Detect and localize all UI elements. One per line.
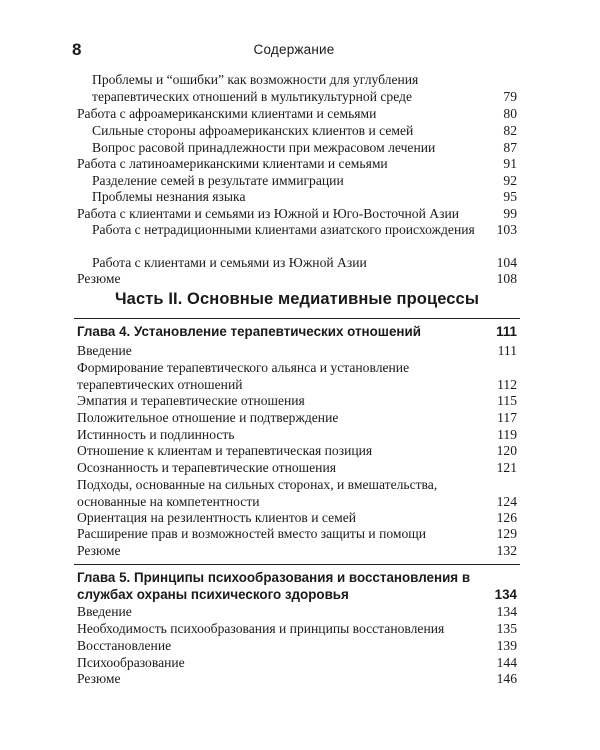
toc-entry-page: 103 bbox=[496, 222, 517, 237]
toc-entry-title: Работа с латиноамериканскими клиентами и семьями bbox=[77, 156, 388, 171]
toc-entry-title: Истинность и подлинность bbox=[77, 427, 235, 442]
toc-entry-title: Расширение прав и возможностей вместо защиты и помощи bbox=[77, 526, 427, 541]
toc-entry-title: Введение bbox=[77, 343, 132, 358]
toc-entry-title: Психообразование bbox=[77, 655, 185, 670]
toc-entry-page: 139 bbox=[496, 638, 517, 653]
toc-entry-title: Разделение семей в результате иммиграции bbox=[92, 173, 344, 188]
toc-entry-title: Формирование терапевтического альянса и установление терапевтических отношений bbox=[77, 360, 410, 392]
toc-entry-page: 111 bbox=[497, 343, 517, 358]
toc-entry-page: 82 bbox=[503, 123, 517, 138]
toc-entry-title: Резюме bbox=[77, 271, 121, 286]
toc-entry-title: Положительное отношение и подтверждение bbox=[77, 410, 339, 425]
chapter-heading[interactable] bbox=[77, 570, 517, 603]
toc-entry[interactable] bbox=[77, 410, 517, 427]
toc-entry-title: Проблемы и “ошибки” как возможности для углубления терапевтических отношений в мультикультурной среде bbox=[92, 72, 419, 104]
toc-entry-title: Необходимость психообразования и принципы восстановления bbox=[77, 621, 445, 636]
toc-entry[interactable] bbox=[77, 427, 517, 444]
toc-entry-title: Ориентация на резилентность клиентов и семей bbox=[77, 510, 357, 525]
toc-entry-page: 132 bbox=[496, 543, 517, 558]
toc-entry[interactable] bbox=[77, 443, 517, 460]
toc-entry-page: 91 bbox=[503, 156, 517, 171]
toc-entry[interactable] bbox=[77, 206, 517, 223]
toc-entry-title: Введение bbox=[77, 604, 132, 619]
toc-entry-page: 120 bbox=[496, 443, 517, 458]
toc-entry[interactable] bbox=[77, 140, 517, 157]
toc-entry[interactable] bbox=[77, 123, 517, 140]
toc-entry-page: 108 bbox=[496, 271, 517, 286]
toc-entry-title: Сильные стороны афроамериканских клиентов и семей bbox=[92, 123, 414, 138]
toc-entry-page: 87 bbox=[503, 140, 517, 155]
toc-entry-page: 146 bbox=[496, 671, 517, 686]
toc-entry-page: 104 bbox=[496, 255, 517, 270]
toc-entry-page: 112 bbox=[497, 376, 517, 392]
toc-entry-page: 119 bbox=[497, 427, 517, 442]
toc-entry[interactable] bbox=[77, 510, 517, 527]
toc-entry[interactable] bbox=[77, 655, 517, 672]
toc-entry[interactable] bbox=[77, 72, 517, 105]
toc-entry-title: Работа с клиентами и семьями из Южной и Юго-Восточной Азии bbox=[77, 206, 460, 221]
toc-entry[interactable] bbox=[77, 271, 517, 288]
toc-entry-title: Эмпатия и терапевтические отношения bbox=[77, 393, 305, 408]
toc-entry-page: 99 bbox=[503, 206, 517, 221]
toc-entry[interactable] bbox=[77, 255, 517, 272]
toc-entry[interactable] bbox=[77, 526, 517, 543]
toc-entry[interactable] bbox=[77, 543, 517, 560]
toc-entry-page: 144 bbox=[496, 655, 517, 670]
toc-entry-page: 92 bbox=[503, 173, 517, 188]
toc-entry-title: Работа с клиентами и семьями из Южной Азии bbox=[92, 255, 367, 270]
toc-entry-page: 135 bbox=[496, 621, 517, 636]
toc-entry[interactable] bbox=[77, 393, 517, 410]
chapter-divider bbox=[74, 318, 520, 319]
chapter-page: 111 bbox=[496, 324, 517, 339]
chapter-divider bbox=[74, 564, 520, 565]
toc-entry[interactable] bbox=[77, 189, 517, 206]
toc-entry-page: 124 bbox=[496, 493, 517, 509]
toc-entry[interactable] bbox=[77, 173, 517, 190]
toc-entry-title: Осознанность и терапевтические отношения bbox=[77, 460, 336, 475]
toc-entry[interactable] bbox=[77, 477, 517, 510]
toc-entry-title: Отношение к клиентам и терапевтическая позиция bbox=[77, 443, 373, 458]
toc-entry-page: 134 bbox=[496, 604, 517, 619]
toc-entry[interactable] bbox=[77, 156, 517, 173]
toc-entry[interactable] bbox=[77, 604, 517, 621]
toc-entry-page: 121 bbox=[496, 460, 517, 475]
toc-entry-page: 80 bbox=[503, 106, 517, 121]
toc-entry-page: 95 bbox=[503, 189, 517, 204]
toc-entry-page: 129 bbox=[496, 526, 517, 541]
running-title: Содержание bbox=[253, 42, 335, 57]
toc-entry[interactable] bbox=[77, 621, 517, 638]
toc-entry-title: Резюме bbox=[77, 543, 121, 558]
toc-entry-title: Подходы, основанные на сильных сторонах, и вмешательства, основанные на компетентности bbox=[77, 477, 438, 509]
chapter-title: Глава 5. Принципы психообразования и восстановления в службах охраны психического здоровья bbox=[77, 570, 471, 602]
toc-entry-title: Работа с афроамериканскими клиентами и семьями bbox=[77, 106, 377, 121]
page-number: 8 bbox=[72, 40, 82, 59]
toc-entry-page: 126 bbox=[496, 510, 517, 525]
chapter-title: Глава 4. Установление терапевтических отношений bbox=[77, 324, 421, 339]
toc-entry[interactable] bbox=[77, 460, 517, 477]
page-header bbox=[72, 40, 516, 62]
toc-entry-title: Проблемы незнания языка bbox=[92, 189, 246, 204]
toc-entry[interactable] bbox=[77, 638, 517, 655]
toc-entry-page: 117 bbox=[497, 410, 517, 425]
toc-entry-page: 79 bbox=[503, 88, 517, 104]
toc-entry[interactable] bbox=[77, 360, 517, 393]
chapter-page: 134 bbox=[494, 586, 517, 602]
part-heading: Часть II. Основные медиативные процессы bbox=[114, 290, 480, 308]
toc-entry[interactable] bbox=[77, 343, 517, 360]
chapter-heading[interactable] bbox=[77, 324, 517, 341]
toc-entry[interactable] bbox=[77, 671, 517, 688]
toc-entry-page: 115 bbox=[497, 393, 517, 408]
toc-entry[interactable] bbox=[77, 222, 517, 239]
toc-entry[interactable] bbox=[77, 106, 517, 123]
toc-entry-title: Резюме bbox=[77, 671, 121, 686]
toc-entry-title: Вопрос расовой принадлежности при межрасовом лечении bbox=[92, 140, 436, 155]
toc-entry-title: Восстановление bbox=[77, 638, 172, 653]
toc-entry-title: Работа с нетрадиционными клиентами азиатского происхождения bbox=[92, 222, 475, 237]
